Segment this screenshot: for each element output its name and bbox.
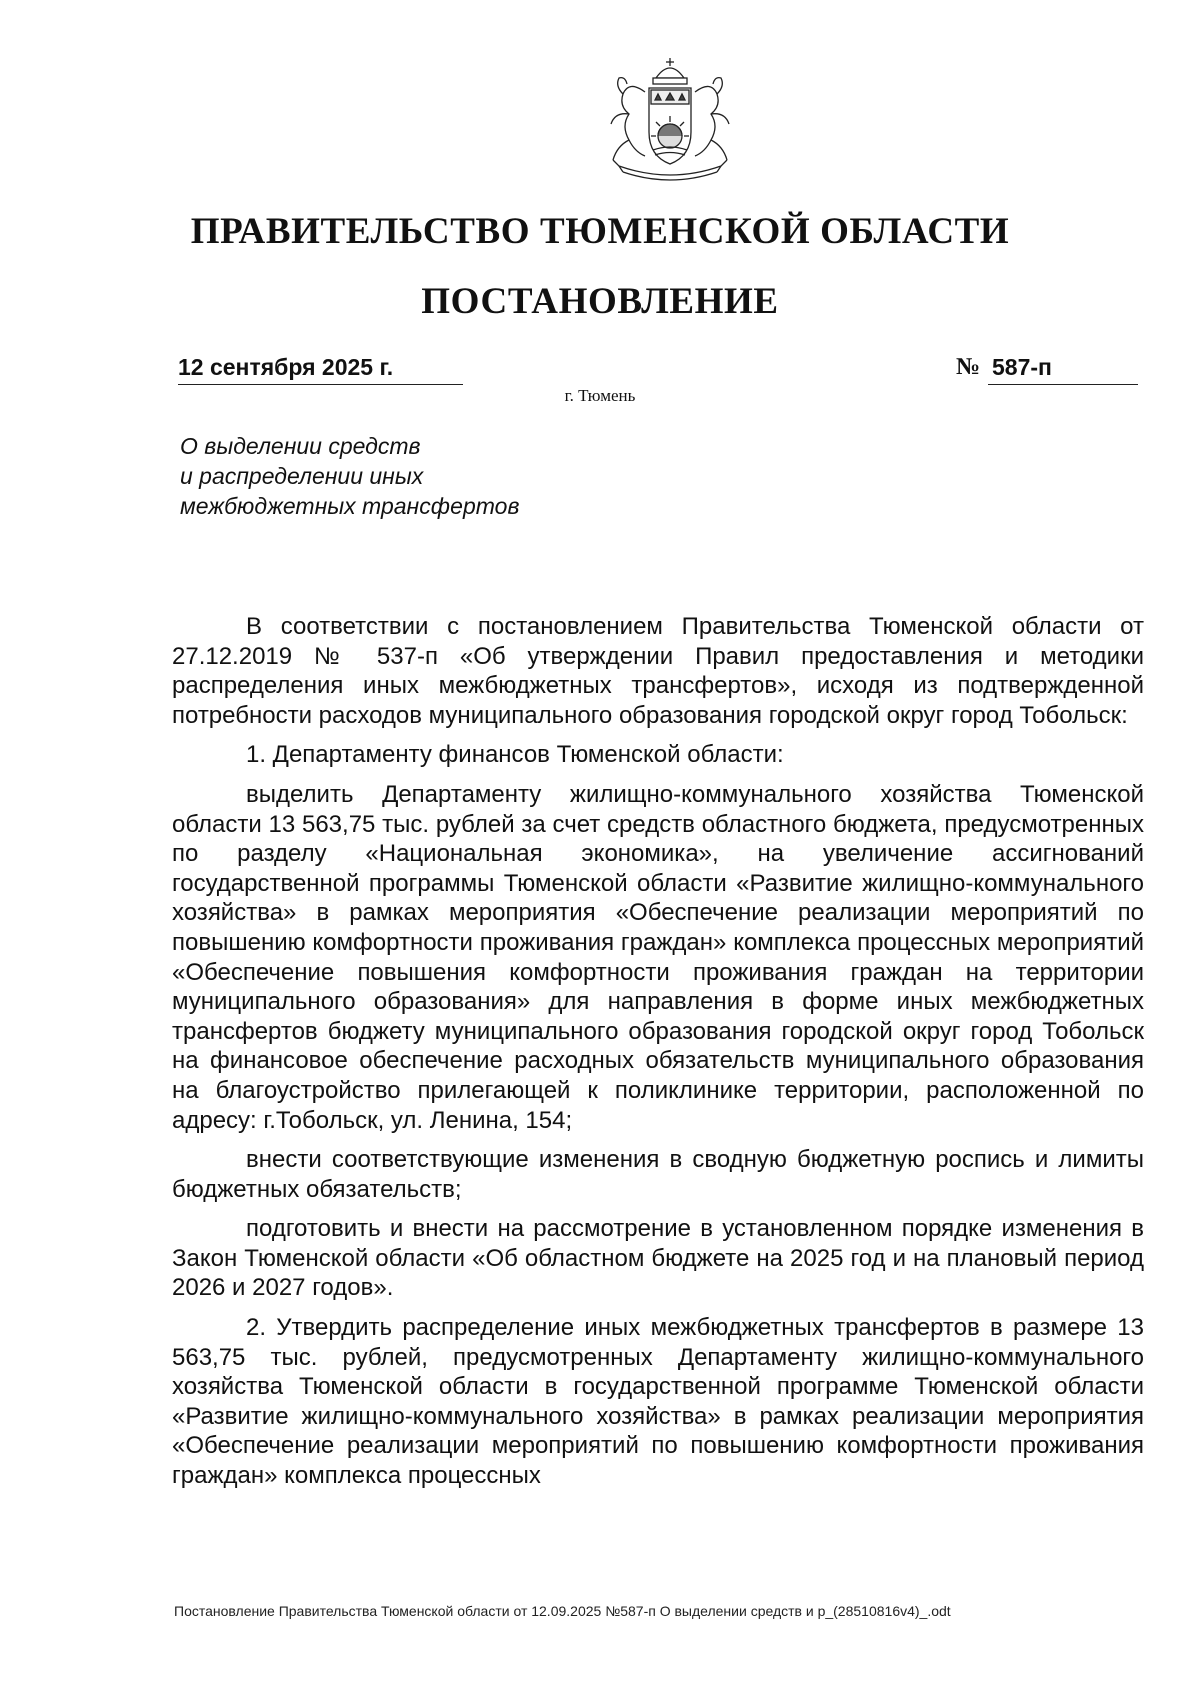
coat-of-arms-icon	[593, 56, 747, 184]
document-subject	[180, 431, 640, 521]
body-paragraph: выделить Департаменту жилищно-коммунального хозяйства Тюменской области 13 563,75 тыс. рублей за счет средств областного бюджета, предусмотренных по разделу «Национальная экономика», на увеличение ассигнований государственной программы Тюменской области «Развитие жилищно-коммунального хозяйства» в рамках мероприятия «Обеспечение реализации мероприятий по повышению комфортности проживания граждан» комплекса процессных мероприятий «Обеспечение повышения комфортности проживания граждан на территории муниципального образования» для направления в форме иных межбюджетных трансфертов бюджету муниципального образования городской округ город Тобольск на финансовое обеспечение расходных обязательств муниципального образования на благоустройство прилегающей к поликлинике территории, расположенной по адресу: г.Тобольск, ул. Ленина, 154;	[172, 780, 1144, 1134]
body-paragraph: 2. Утвердить распределение иных межбюджетных трансфертов в размере 13 563,75 тыс. рублей, предусмотренных Департаменту жилищно-коммунального хозяйства Тюменской области в государственной программе Тюменской области «Развитие жилищно-коммунального хозяйства» в рамках реализации мероприятия «Обеспечение реализации мероприятий по повышению комфортности проживания граждан» комплекса процессных	[172, 1314, 1144, 1490]
body-paragraph: 1. Департаменту финансов Тюменской области:	[246, 741, 784, 769]
document-type: ПОСТАНОВЛЕНИЕ	[421, 281, 779, 322]
body-paragraph: подготовить и внести на рассмотрение в установленном порядке изменения в Закон Тюменской области «Об областном бюджете на 2025 год и на плановый период 2026 и 2027 годов».	[172, 1215, 1144, 1302]
document-body	[172, 612, 1144, 1501]
document-date: 12 сентября 2025 г.	[178, 354, 463, 385]
footer-filename: Постановление Правительства Тюменской области от 12.09.2025 №587-п О выделении средств и р_(28510816v4)_.odt	[174, 1603, 951, 1619]
body-paragraph: внести соответствующие изменения в сводную бюджетную роспись и лимиты бюджетных обязательств;	[172, 1146, 1144, 1203]
subject-line: межбюджетных трансфертов	[180, 493, 520, 519]
government-title: ПРАВИТЕЛЬСТВО ТЮМЕНСКОЙ ОБЛАСТИ	[190, 211, 1010, 252]
number-sign: №	[956, 354, 981, 380]
document-city: г. Тюмень	[564, 386, 636, 405]
document-number: 587-п	[988, 354, 1138, 385]
subject-line: и распределении иных	[180, 463, 424, 489]
body-paragraph: В соответствии с постановлением Правительства Тюменской области от 27.12.2019 № 537-п «Об утверждении Правил предоставления и методики распределения иных межбюджетных трансфертов», исходя из подтвержденной потребности расходов муниципального образования городской округ город Тобольск:	[172, 613, 1144, 729]
subject-line: О выделении средств	[180, 433, 421, 459]
